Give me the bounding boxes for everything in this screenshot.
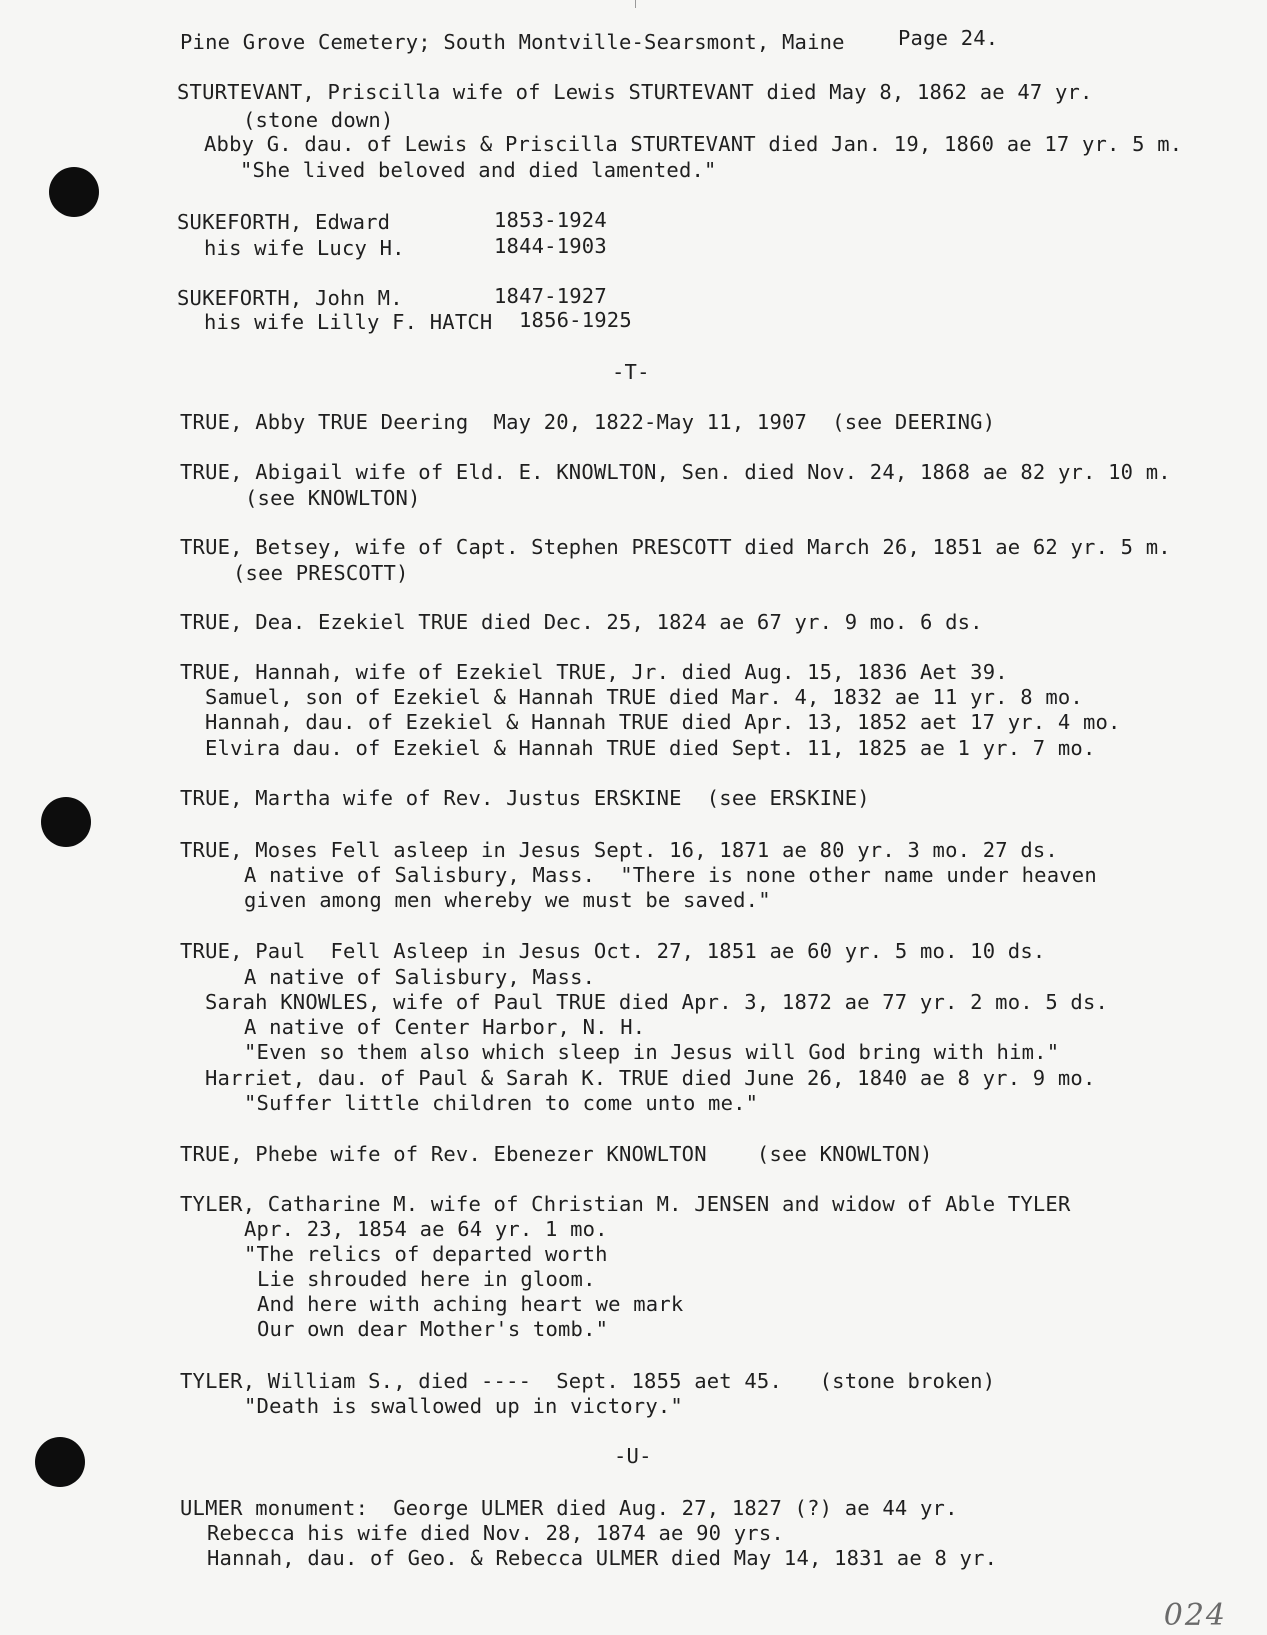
entry-line: (see KNOWLTON): [245, 486, 421, 510]
fold-mark: [635, 0, 636, 8]
entry-line: his wife Lilly F. HATCH: [204, 310, 493, 334]
entry-line: "She lived beloved and died lamented.": [240, 158, 717, 182]
entry-line: Hannah, dau. of Geo. & Rebecca ULMER died May 14, 1831 ae 8 yr.: [207, 1546, 998, 1570]
entry-line: Elvira dau. of Ezekiel & Hannah TRUE died Sept. 11, 1825 ae 1 yr. 7 mo.: [205, 736, 1096, 760]
punch-hole-top: [49, 167, 99, 217]
entry-line: STURTEVANT, Priscilla wife of Lewis STURTEVANT died May 8, 1862 ae 47 yr.: [177, 80, 1093, 104]
entry-line: Rebecca his wife died Nov. 28, 1874 ae 90 yrs.: [207, 1521, 784, 1545]
entry-line: TRUE, Abigail wife of Eld. E. KNOWLTON, Sen. died Nov. 24, 1868 ae 82 yr. 10 m.: [180, 460, 1171, 484]
entry-line: TRUE, Dea. Ezekiel TRUE died Dec. 25, 1824 ae 67 yr. 9 mo. 6 ds.: [180, 610, 983, 634]
entry-line: SUKEFORTH, John M.: [177, 286, 403, 310]
entry-line: "Even so them also which sleep in Jesus will God bring with him.": [244, 1040, 1060, 1064]
entry-line: Lie shrouded here in gloom.: [257, 1267, 596, 1291]
entry-line: given among men whereby we must be saved.": [244, 888, 771, 912]
punch-hole-bottom: [35, 1437, 85, 1487]
entry-line: (stone down): [243, 108, 394, 132]
entry-line: his wife Lucy H.: [204, 236, 405, 260]
entry-line: TYLER, William S., died ---- Sept. 1855 aet 45. (stone broken): [180, 1369, 996, 1393]
entry-line: 1856-1925: [519, 308, 632, 332]
entry-line: TRUE, Martha wife of Rev. Justus ERSKINE (see ERSKINE): [180, 786, 870, 810]
entry-line: TRUE, Abby TRUE Deering May 20, 1822-May 11, 1907 (see DEERING): [180, 410, 996, 434]
entry-line: "The relics of departed worth: [244, 1242, 608, 1266]
entry-line: ULMER monument: George ULMER died Aug. 27, 1827 (?) ae 44 yr.: [180, 1496, 958, 1520]
entry-line: TRUE, Phebe wife of Rev. Ebenezer KNOWLTON (see KNOWLTON): [180, 1142, 933, 1166]
entry-line: A native of Salisbury, Mass.: [244, 965, 596, 989]
entry-line: 1844-1903: [494, 234, 607, 258]
entry-line: Abby G. dau. of Lewis & Priscilla STURTEVANT died Jan. 19, 1860 ae 17 yr. 5 m.: [204, 132, 1183, 156]
entry-line: "Suffer little children to come unto me.": [244, 1091, 759, 1115]
entry-line: 1853-1924: [494, 208, 607, 232]
entry-line: 1847-1927: [494, 284, 607, 308]
entry-line: Harriet, dau. of Paul & Sarah K. TRUE died June 26, 1840 ae 8 yr. 9 mo.: [205, 1066, 1096, 1090]
entry-line: A native of Salisbury, Mass. "There is none other name under heaven: [244, 863, 1097, 887]
section-letter: -U-: [614, 1444, 652, 1468]
entry-line: "Death is swallowed up in victory.": [244, 1394, 683, 1418]
entry-line: TRUE, Hannah, wife of Ezekiel TRUE, Jr. died Aug. 15, 1836 Aet 39.: [180, 660, 1008, 684]
entry-line: SUKEFORTH, Edward: [177, 210, 391, 234]
section-letter: -T-: [612, 360, 650, 384]
entry-line: TRUE, Paul Fell Asleep in Jesus Oct. 27, 1851 ae 60 yr. 5 mo. 10 ds.: [180, 939, 1046, 963]
entry-line: Sarah KNOWLES, wife of Paul TRUE died Apr. 3, 1872 ae 77 yr. 2 mo. 5 ds.: [205, 990, 1109, 1014]
entry-line: Samuel, son of Ezekiel & Hannah TRUE died Mar. 4, 1832 ae 11 yr. 8 mo.: [205, 685, 1083, 709]
entry-line: And here with aching heart we mark: [257, 1292, 684, 1316]
archive-number: 024: [1163, 1598, 1227, 1633]
entry-line: TRUE, Betsey, wife of Capt. Stephen PRESCOTT died March 26, 1851 ae 62 yr. 5 m.: [180, 535, 1171, 559]
entry-line: A native of Center Harbor, N. H.: [244, 1015, 646, 1039]
entry-line: TRUE, Moses Fell asleep in Jesus Sept. 16, 1871 ae 80 yr. 3 mo. 27 ds.: [180, 838, 1058, 862]
punch-hole-middle: [41, 797, 91, 847]
entry-line: (see PRESCOTT): [233, 561, 409, 585]
entry-line: Hannah, dau. of Ezekiel & Hannah TRUE died Apr. 13, 1852 aet 17 yr. 4 mo.: [205, 710, 1121, 734]
page-number: Page 24.: [898, 26, 999, 50]
entry-line: Apr. 23, 1854 ae 64 yr. 1 mo.: [244, 1217, 608, 1241]
page-title: Pine Grove Cemetery; South Montville-Searsmont, Maine: [180, 30, 845, 54]
entry-line: TYLER, Catharine M. wife of Christian M. JENSEN and widow of Able TYLER: [180, 1192, 1071, 1216]
entry-line: Our own dear Mother's tomb.": [257, 1317, 609, 1341]
